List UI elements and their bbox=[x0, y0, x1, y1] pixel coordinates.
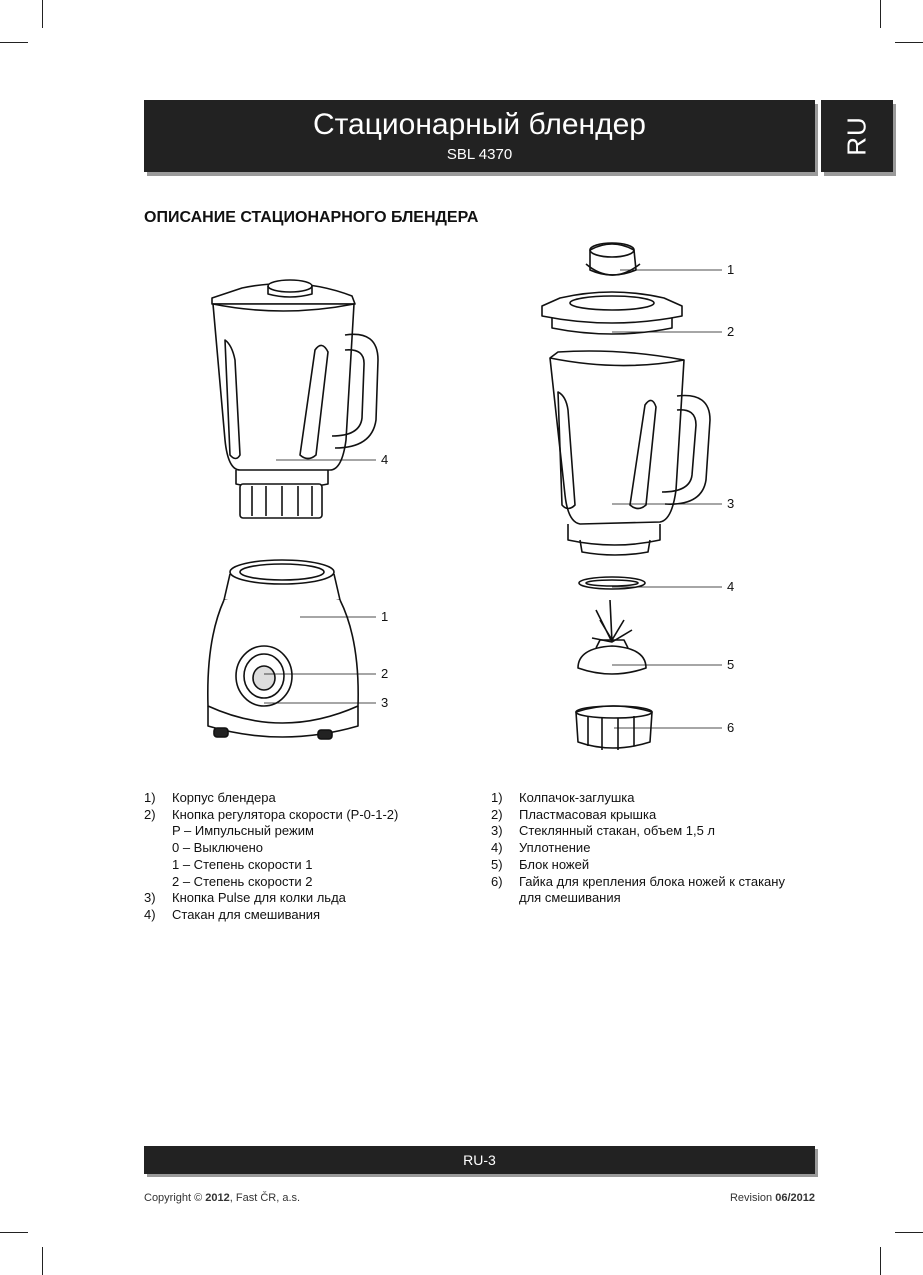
callout-number: 4 bbox=[381, 452, 389, 467]
list-item: для смешивания bbox=[519, 890, 621, 906]
right-parts-list bbox=[491, 790, 821, 907]
list-item: 4) Стакан для смешивания bbox=[144, 906, 321, 922]
callout-number: 4 bbox=[727, 579, 735, 594]
model-number: SBL 4370 bbox=[446, 146, 513, 163]
callout-number: 3 bbox=[381, 695, 389, 710]
list-item: 0 – Выключено bbox=[172, 840, 263, 856]
callout-number: 2 bbox=[381, 666, 389, 681]
list-item: 3) Стеклянный стакан, объем 1,5 л bbox=[491, 823, 716, 839]
language-code: RU bbox=[841, 116, 872, 156]
list-item: 2 – Степень скорости 2 bbox=[172, 873, 313, 889]
revision-text: Revision 06/2012 bbox=[729, 1192, 815, 1204]
callout-number: 5 bbox=[727, 657, 735, 672]
section-heading: ОПИСАНИЕ СТАЦИОНАРНОГО БЛЕНДЕРА bbox=[144, 209, 479, 226]
page-number: RU-3 bbox=[463, 1152, 496, 1168]
list-item: 2) Пластмасовая крышка bbox=[491, 806, 657, 822]
callout-number: 2 bbox=[727, 324, 735, 339]
list-item: 3) Кнопка Pulse для колки льда bbox=[144, 890, 346, 906]
list-item: 1) Корпус блендера bbox=[144, 790, 276, 805]
left-parts-list bbox=[144, 790, 464, 924]
callout-number: 1 bbox=[381, 609, 389, 624]
callout-number: 1 bbox=[727, 262, 735, 277]
list-item: 6) Гайка для крепления блока ножей к стакану bbox=[491, 873, 785, 889]
callout-number: 6 bbox=[727, 720, 735, 735]
copyright-text: Copyright © 2012, Fast ČR, a.s. bbox=[144, 1192, 301, 1204]
callout-number: 3 bbox=[727, 496, 735, 511]
list-item: 5) Блок ножей bbox=[491, 856, 590, 872]
list-item: P – Импульсный режим bbox=[172, 823, 314, 839]
exploded-parts-illustration bbox=[542, 243, 710, 750]
page-title: Стационарный блендер bbox=[312, 108, 646, 141]
motor-base-illustration bbox=[208, 560, 358, 739]
list-item: 4) Уплотнение bbox=[491, 840, 591, 856]
mixing-jar-illustration bbox=[212, 280, 378, 518]
list-item: 1) Колпачок-заглушка bbox=[491, 790, 635, 805]
footer-bar bbox=[144, 1146, 815, 1174]
list-item: 1 – Степень скорости 1 bbox=[172, 856, 313, 872]
list-item: 2) Кнопка регулятора скорости (P-0-1-2) bbox=[144, 806, 399, 822]
